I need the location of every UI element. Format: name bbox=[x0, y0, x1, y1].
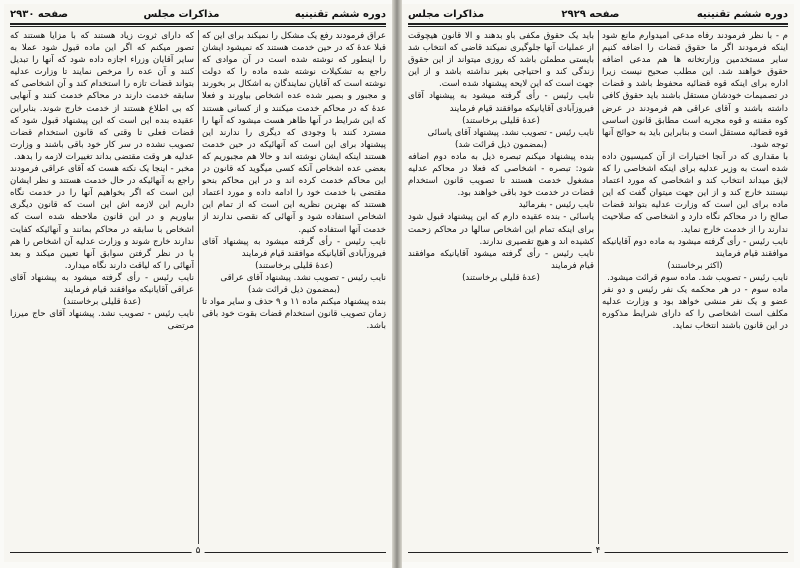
right-column-divider bbox=[598, 30, 599, 544]
paragraph: که دارای ثروت زیاد هستند که با مزایا هستند که تصور میکنم که اگر این ماده قبول شود عملا به سایر آقایان وزراء اجازه داده شود که آنها را تبدیل کنند و آن عده را مرخص نمایند تا وزارت عدلیه بتواند قضات تازه را استخدام کند و آن اشخاصی که سابقه خدمت دارند در محاکم خدمت کنند و آنهایی که بی اطلاع هستند از خدمت خارج شوند. بنابراین عقیده بنده این است که این پیشنهاد قبول شود که قضات فعلی تا وقتی که قانون استخدام قضات تصویب نشده در سر کار خود باقی باشند و وزارت عدلیه هر وقت مقتضی بداند تغییرات لازمه را بدهد. bbox=[10, 31, 194, 162]
right-page-header bbox=[408, 6, 788, 22]
left-column-left bbox=[10, 30, 194, 544]
paragraph: باید یک حقوق مکفی باو بدهند و الا قانون هیچوقت از عملیات آنها جلوگیری نمیکند قاضی که انتخاب شد بایستی مطمئن باشد که روزی میتواند از این حقوق زندگی کند و احتیاجی بغیر نداشته باشد و از این جهت است که این لایحه پیشنهاد شده است. bbox=[408, 31, 594, 90]
paragraph: نایب رئیس - تصویب نشد. پیشنهاد آقای یاسائی bbox=[427, 127, 594, 138]
left-page-title: مذاکرات مجلس bbox=[143, 8, 220, 20]
paragraph: نایب رئیس - رأی گرفته میشود به ماده دوم آقایانیکه موافقند قیام فرمایند bbox=[602, 236, 788, 259]
right-page-number: ۴ bbox=[592, 546, 605, 556]
paragraph: (عدهٔ قلیلی برخاستند) bbox=[462, 115, 540, 126]
left-header-rule bbox=[10, 23, 386, 25]
paragraph: نایب رئیس - تصویب شد. ماده سوم قرائت میشود. bbox=[607, 272, 788, 283]
paragraph: م - با نظر فرمودند رفاه مدعی امیدوارم مانع شود اینکه فرمودند اگر ما حقوق قضات را اضافه کنیم سایر مستخدمین وزارتخانه ها هم مدعی اضافه حقوق خواهند شد. این مطلب صحیح نیست زیرا اداره برای اینکه قوه قضائیه محفوظ باشد و قضات در تصمیمات خودشان مستقل باشند باید حقوق کافی داشته باشند و آقای عراقی هم فرمودند در عرض کوه مقننه و قوه مجریه است مطابق قانون اساسی قوه قضائیه مستقل است و بنابراین باید به حوائج آنها توجه شود. bbox=[602, 31, 788, 150]
right-header-rule-thin bbox=[408, 26, 788, 27]
right-column-left bbox=[408, 30, 594, 544]
paragraph: (بمضمون ذیل قرائت شد) bbox=[455, 139, 547, 150]
paragraph: مخبر - اینجا یک نکته هست که آقای عراقی فرمودند راجع به آنهائیکه در حال خدمت هستند و نظر ایشان این است که اگر بخواهیم آنها را در خدمت نگاه داریم این لازمه اش این است که قانون دیگری بیاوریم و در این قانون ملاحظه شده است که اشخاص با سابقه در محاکم بمانند و آنهائیکه کفایت ندارند خارج شوند و وزارت عدلیه آن اشخاص را هم با در نظر گرفتن سوابق آنها تعیین میکند و بعد آنهائی را که لیاقت دارند نگاه میدارد. bbox=[10, 164, 194, 271]
left-page-label: صفحه ۲۹۳۰ bbox=[10, 8, 69, 20]
paragraph: بنده پیشنهاد میکنم تبصره ذیل به ماده دوم اضافه شود: تبصره - اشخاصی که فعلا در محاکم عدلیه مشغول خدمت هستند تا تصویب قانون استخدام قضات در خدمت خود باقی خواهند بود. bbox=[408, 151, 594, 199]
right-page-footer bbox=[408, 546, 788, 560]
paragraph: (عدهٔ قلیلی برخاستند) bbox=[462, 272, 540, 283]
right-session-label: دوره ششم تقنینیه bbox=[696, 8, 788, 20]
paragraph: بنده پیشنهاد میکنم ماده ۱۱ و ۹ حذف و سایر مواد تا زمان تصویب قانون استخدام قضات بقوت خود باقی باشد. bbox=[202, 297, 386, 332]
book-gutter bbox=[392, 0, 402, 568]
left-page-header bbox=[10, 6, 386, 22]
paragraph: (بمضمون ذیل قرائت شد) bbox=[248, 284, 340, 295]
paragraph: ماده سوم - در هر محکمه یک نفر رئیس و دو نفر عضو و یک نفر منشی خواهد بود و وزارت عدلیه مکلف است اشخاصی را که دارای شرایط مذکوره در این قانون باشند انتخاب نماید. bbox=[602, 284, 788, 332]
left-session-label: دوره ششم تقنینیه bbox=[294, 8, 386, 20]
right-page-label: صفحه ۲۹۲۹ bbox=[561, 8, 620, 20]
paragraph: نایب رئیس - تصویب نشد. پیشنهاد آقای حاج میرزا مرتضی bbox=[10, 309, 194, 332]
right-page bbox=[402, 4, 794, 562]
paragraph: نایب رئیس - رأی گرفته میشود به پیشنهاد آقای عراقی آقایانیکه موافقند قیام فرمایند bbox=[10, 272, 194, 295]
paragraph: نایب رئیس - رأی گرفته میشود به پیشنهاد آقای فیروزآبادی آقایانیکه موافقند قیام فرمایند bbox=[408, 91, 594, 114]
left-header-rule-thin bbox=[10, 26, 386, 27]
paragraph: با مقداری که در آنجا اختیارات از آن کمیسیون داده شده است به وزیر عدلیه برای اینکه اشخاصی را که لایق میداند انتخاب کند و اشخاصی که مورد اعتماد نیستند خارج کند و از این جهت میتوان گفت که این ماده برای این است که وزارت عدلیه بتواند قضات صالح را در محاکم نگاه دارد و اشخاصی که صلاحیت ندارند را از خدمت خارج نماید. bbox=[602, 151, 788, 235]
right-column-right bbox=[602, 30, 788, 544]
left-column-right bbox=[202, 30, 386, 544]
paragraph: نایب رئیس - رأی گرفته میشود آقایانیکه موافقند قیام فرمایند bbox=[408, 248, 594, 271]
right-page-title: مذاکرات مجلس bbox=[408, 8, 485, 20]
left-page bbox=[4, 4, 392, 562]
left-column-divider bbox=[198, 30, 199, 544]
left-page-footer bbox=[10, 546, 386, 560]
paragraph: نایب رئیس - تصویب نشد. پیشنهاد آقای عراقی bbox=[220, 272, 386, 283]
left-page-number: ۵ bbox=[192, 546, 205, 556]
paragraph: (اکثر برخاستند) bbox=[667, 260, 723, 271]
paragraph: (عدهٔ قلیلی برخاستند) bbox=[63, 297, 141, 308]
paragraph: نایب رئیس - بفرمائید bbox=[518, 200, 594, 211]
right-header-rule bbox=[408, 23, 788, 25]
paragraph: (عدهٔ قلیلی برخاستند) bbox=[255, 260, 333, 271]
paragraph: یاسائی - بنده عقیده دارم که این پیشنهاد قبول شود برای اینکه تمام این اشخاص سالها در محاکم زحمت کشیده اند و هیچ تقصیری ندارند. bbox=[408, 212, 594, 247]
paragraph: نایب رئیس - رأی گرفته میشود به پیشنهاد آقای فیروزآبادی آقایانیکه موافقند قیام فرمایند bbox=[202, 236, 386, 259]
paragraph: عراق فرمودند رفع یک مشکل را نمیکند برای این که قبلا عدهٔ که در حین خدمت هستند که نمیشود ایشان را اینطور که نوشته شده است در آن موادی که راجع به تشکیلات نوشته شده ماده را که دولت نوشته است که آقایان نمایندگان به اشکال بر بخورند و مجبور و بصیر شده عده اشخاص بیاورند و فعلا عدهٔ که در محاکم خدمت میکنند و از کسانی هستند که این شرایط در آنها ظاهر هست میشود که آنها را مسترد کنند با وجودی که دیگری را ندارند این پیشنهاد برای این است که آنهائیکه در حین خدمت هستند اینکه ایشان نوشته اند و حالا هم مجبوریم که بعضی عده اشخاص آنکه کسی میگوید که قانون در این محاکم خدمت کرده اند و در این محاکم بنحو مقتضی با خدمت خود را ادامه داده و مورد اعتماد هستند که بهترین نظریه این است که از تمام این اشخاص استفاده شود و آنهائی که نقصی ندارند از خدمت آنها استفاده کنیم. bbox=[202, 31, 386, 235]
